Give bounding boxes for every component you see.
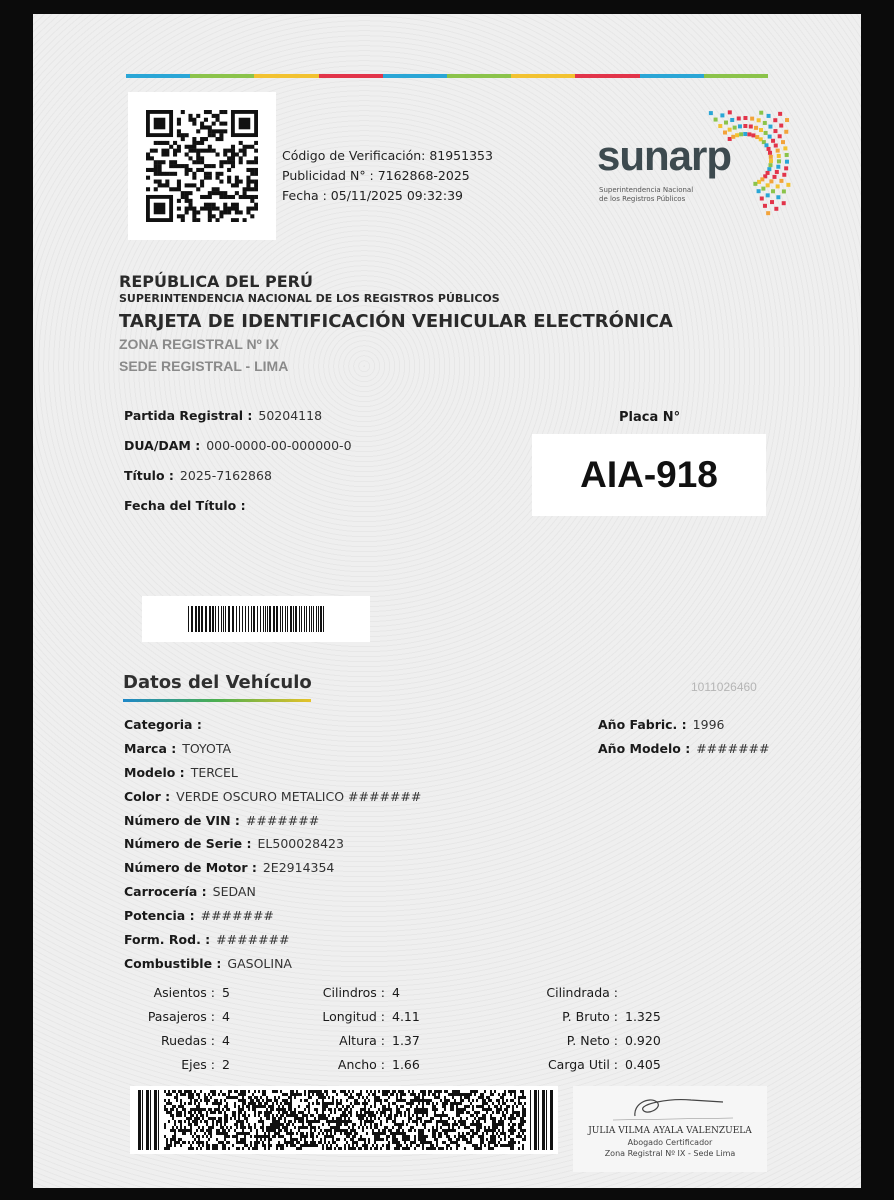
section-underline	[123, 699, 311, 702]
motor-label: Número de Motor :	[124, 860, 257, 875]
anio-fab-row	[598, 717, 724, 732]
anio-mod-label: Año Modelo :	[598, 741, 691, 756]
vin-value: #######	[245, 813, 320, 828]
potencia-row	[124, 908, 274, 923]
color-label: Color :	[124, 789, 171, 804]
modelo-label: Modelo :	[124, 765, 185, 780]
publicidad-number: Publicidad N° : 7162868-2025	[282, 168, 470, 183]
color-segment	[126, 74, 190, 78]
pneto-value: 0.920	[625, 1033, 661, 1048]
pneto-label: P. Neto :	[566, 1033, 618, 1048]
categoria-label: Categoria :	[124, 717, 202, 732]
document-serial: 1011026460	[691, 680, 757, 694]
signature-block	[573, 1086, 767, 1172]
color-segment	[254, 74, 318, 78]
longitud-label: Longitud :	[322, 1009, 385, 1024]
serie-row	[124, 836, 344, 851]
signature-scribble-icon	[573, 1086, 767, 1126]
signer-name: JULIA VILMA AYALA VALENZUELA	[588, 1126, 752, 1136]
ancho-value: 1.66	[392, 1057, 420, 1072]
qr-code-icon	[146, 110, 258, 222]
color-segment	[383, 74, 447, 78]
vin-label: Número de VIN :	[124, 813, 240, 828]
asientos-label: Asientos :	[153, 985, 215, 1000]
carroceria-value: SEDAN	[212, 884, 256, 899]
ruedas-value: 4	[222, 1033, 230, 1048]
fecha-titulo-row	[124, 498, 252, 513]
verification-block	[282, 146, 493, 206]
color-segment	[575, 74, 639, 78]
fecha-titulo-label: Fecha del Título :	[124, 498, 246, 513]
combustible-value: GASOLINA	[227, 956, 292, 971]
republic-heading: REPÚBLICA DEL PERÚ	[119, 272, 313, 291]
carroceria-row	[124, 884, 256, 899]
logo-subtitle-line-1: Superintendencia Nacional	[599, 186, 694, 194]
sunarp-logo	[593, 106, 793, 216]
pasajeros-label: Pasajeros :	[147, 1009, 215, 1024]
color-segment	[190, 74, 254, 78]
serie-label: Número de Serie :	[124, 836, 252, 851]
color-segment	[704, 74, 768, 78]
document-title: TARJETA DE IDENTIFICACIÓN VEHICULAR ELECTRÓNICA	[119, 311, 673, 332]
signer-office: Zona Registral Nº IX - Sede Lima	[604, 1149, 736, 1158]
carroceria-label: Carrocería :	[124, 884, 207, 899]
issue-date: Fecha : 05/11/2025 09:32:39	[282, 188, 463, 203]
marca-label: Marca :	[124, 741, 177, 756]
color-row	[124, 789, 421, 804]
logo-subtitle-line-2: de los Registros Públicos	[599, 195, 686, 203]
categoria-row	[124, 717, 208, 732]
titulo-label: Título :	[124, 468, 174, 483]
anio-mod-row	[598, 741, 770, 756]
anio-fab-label: Año Fabric. :	[598, 717, 687, 732]
agency-heading: SUPERINTENDENCIA NACIONAL DE LOS REGISTROS PÚBLICOS	[119, 292, 500, 305]
barcode-icon	[142, 596, 370, 642]
license-plate: AIA-918	[532, 434, 766, 516]
motor-value: 2E2914354	[262, 860, 335, 875]
carga-label: Carga Util :	[547, 1057, 618, 1072]
altura-value: 1.37	[392, 1033, 420, 1048]
ancho-label: Ancho :	[337, 1057, 385, 1072]
color-segment	[640, 74, 704, 78]
partida-value: 50204118	[258, 408, 323, 423]
anio-mod-value: #######	[696, 741, 770, 756]
vehicle-id-card	[33, 14, 861, 1188]
pbruto-value: 1.325	[625, 1009, 661, 1024]
placa-label: Placa N°	[619, 410, 681, 425]
signer-role: Abogado Certificador	[627, 1138, 713, 1147]
marca-row	[124, 741, 231, 756]
combustible-label: Combustible :	[124, 956, 222, 971]
logo-wordmark: sunarp	[597, 132, 732, 179]
marca-value: TOYOTA	[182, 741, 232, 756]
titulo-row	[124, 468, 272, 483]
partida-row	[124, 408, 322, 423]
titulo-value: 2025-7162868	[179, 468, 272, 483]
color-segment	[319, 74, 383, 78]
potencia-label: Potencia :	[124, 908, 195, 923]
altura-label: Altura :	[339, 1033, 385, 1048]
color-value: VERDE OSCURO METALICO #######	[176, 789, 422, 804]
modelo-value: TERCEL	[190, 765, 238, 780]
formrod-row	[124, 932, 290, 947]
potencia-value: #######	[200, 908, 274, 923]
ejes-value: 2	[222, 1057, 230, 1072]
anio-fab-value: 1996	[692, 717, 725, 732]
ruedas-label: Ruedas :	[160, 1033, 215, 1048]
modelo-row	[124, 765, 238, 780]
combustible-row	[124, 956, 292, 971]
cilindros-value: 4	[392, 985, 400, 1000]
pdf417-barcode	[130, 1086, 558, 1154]
pbruto-label: P. Bruto :	[562, 1009, 618, 1024]
vin-row	[124, 813, 319, 828]
motor-row	[124, 860, 334, 875]
formrod-value: #######	[216, 932, 290, 947]
carga-value: 0.405	[625, 1057, 661, 1072]
dua-label: DUA/DAM :	[124, 438, 201, 453]
pdf417-icon	[130, 1086, 558, 1154]
sede-heading: SEDE REGISTRAL - LIMA	[119, 358, 289, 374]
dua-value: 000-0000-00-000000-0	[206, 438, 352, 453]
top-color-bar	[126, 74, 768, 78]
vehicle-section-title: Datos del Vehículo	[123, 672, 312, 693]
serie-value: EL500028423	[257, 836, 344, 851]
pasajeros-value: 4	[222, 1009, 230, 1024]
zone-heading: ZONA REGISTRAL Nº IX	[119, 336, 279, 352]
logo-subtitle	[599, 186, 693, 204]
qr-code	[128, 92, 276, 240]
color-segment	[511, 74, 575, 78]
ejes-label: Ejes :	[181, 1057, 215, 1072]
verification-code: Código de Verificación: 81951353	[282, 148, 493, 163]
partida-label: Partida Registral :	[124, 408, 253, 423]
longitud-value: 4.11	[392, 1009, 420, 1024]
dua-row	[124, 438, 352, 453]
formrod-label: Form. Rod. :	[124, 932, 211, 947]
small-barcode	[142, 596, 370, 642]
cilindros-label: Cilindros :	[322, 985, 385, 1000]
color-segment	[447, 74, 511, 78]
cilindrada-label: Cilindrada :	[546, 985, 618, 1000]
asientos-value: 5	[222, 985, 230, 1000]
